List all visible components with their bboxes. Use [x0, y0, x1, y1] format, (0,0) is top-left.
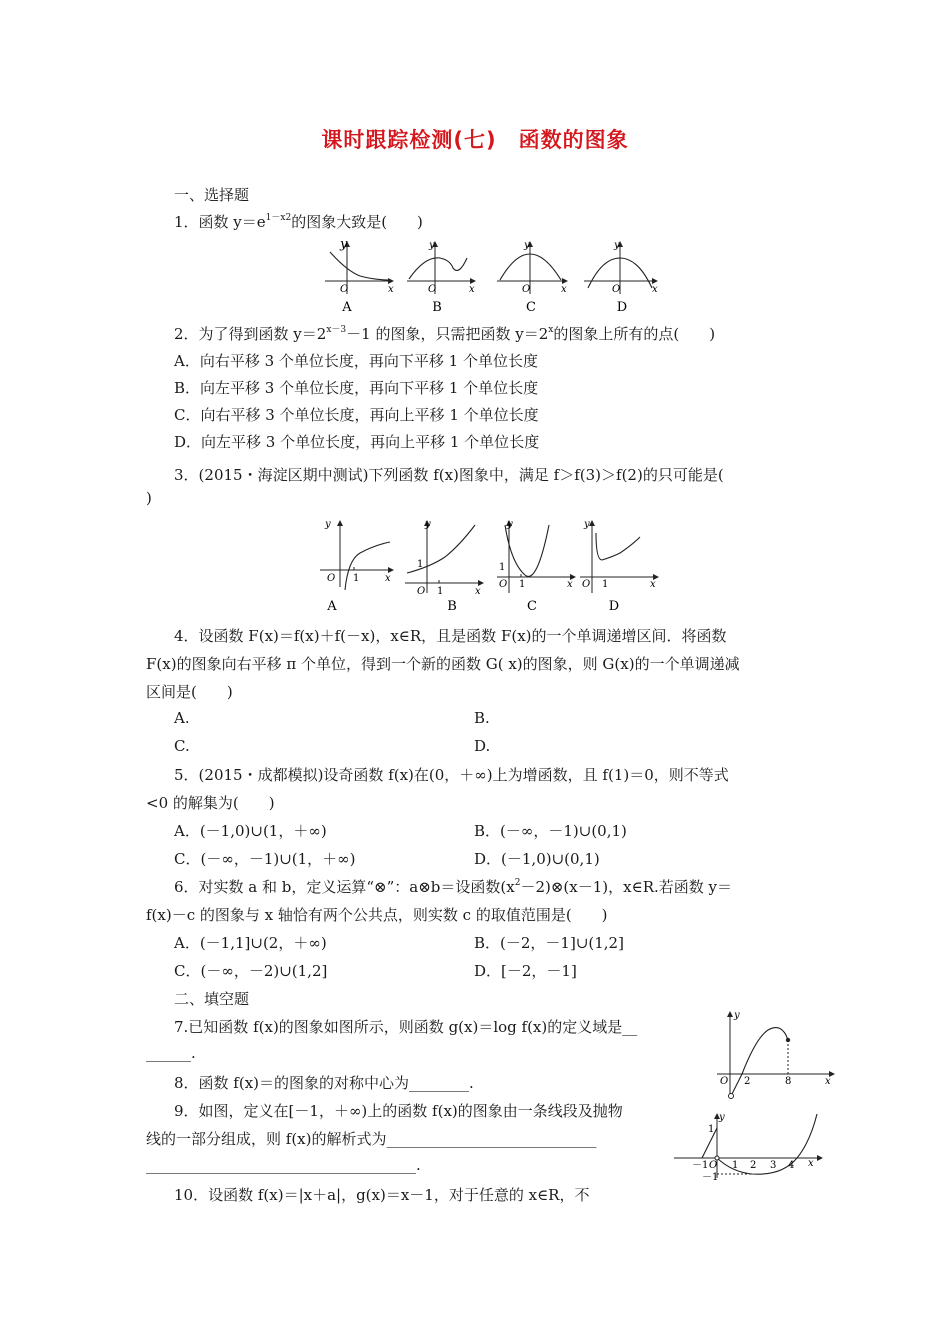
q3-graph-d	[580, 519, 658, 614]
q1-stem-post: 的图象大致是( )	[291, 213, 423, 231]
svg-text:x: x	[388, 284, 394, 295]
q1-label-b: B	[432, 300, 442, 315]
q1-graph-a	[325, 237, 394, 315]
q4-option-c: C.	[174, 737, 190, 755]
svg-text:y: y	[524, 240, 530, 251]
q5-stem-line1: 5．(2015・成都模拟)设奇函数 f(x)在(0，＋∞)上为增函数，且 f(1)＝0，则不等式	[174, 766, 729, 784]
q3-label-c: C	[527, 599, 537, 614]
svg-text:x: x	[652, 284, 658, 295]
q5-stem-line2: <0 的解集为( )	[146, 794, 275, 812]
q2-exponent-2: x	[548, 325, 554, 335]
q6-option-b: B．(－2，－1]∪(1,2]	[474, 934, 624, 952]
svg-text:x: x	[475, 586, 481, 597]
svg-text:1: 1	[602, 579, 609, 590]
svg-text:y: y	[584, 519, 590, 530]
svg-text:y: y	[340, 237, 348, 252]
q1-option-graphs	[320, 236, 665, 318]
q7-stem-line2: ______.	[146, 1044, 196, 1062]
q7-x-label: x	[825, 1076, 831, 1087]
q3-stem-line1: 3．(2015・海淀区期中测试)下列函数 f(x)图象中，满足 f＞f(3)＞f(2)的只可能是(	[174, 466, 724, 484]
q6-stem-line2: f(x)－c 的图象与 x 轴恰有两个公共点，则实数 c 的取值范围是( )	[146, 906, 608, 924]
q9-x-tick-4: 4	[788, 1160, 795, 1171]
svg-text:O: O	[612, 284, 621, 295]
q5-option-c: C．(－∞，－1)∪(1，＋∞)	[174, 850, 356, 868]
svg-text:1: 1	[519, 579, 526, 590]
q5-option-d: D．(－1,0)∪(0,1)	[474, 850, 600, 868]
q1-exponent: 1－x2	[265, 213, 292, 223]
q9-x-tick-2: 2	[750, 1160, 757, 1171]
q6-option-d: D．[－2，－1]	[474, 962, 577, 980]
q7-tick-8: 8	[785, 1076, 792, 1087]
q2-exponent-1: x－3	[326, 325, 347, 335]
section-fill: 二、填空题	[174, 990, 250, 1008]
q9-stem-line1: 9．如图，定义在[－1，＋∞)上的函数 f(x)的图象由一条线段及抛物	[174, 1102, 623, 1120]
question-1	[174, 211, 423, 232]
q9-x-tick-neg1: －1	[692, 1160, 709, 1171]
svg-text:y: y	[425, 519, 431, 530]
q3-option-graphs	[315, 515, 665, 615]
svg-text:x: x	[567, 579, 573, 590]
question-6	[174, 876, 732, 897]
q9-y-tick-neg1: －1	[702, 1172, 719, 1182]
q2-stem-c: 的图象上所有的点( )	[553, 325, 716, 343]
svg-text:y: y	[614, 240, 620, 251]
q4-stem-line2: F(x)的图象向右平移 π 个单位，得到一个新的函数 G( x)的图象，则 G(x)的一个单调递减	[146, 655, 740, 673]
q3-graph-a	[320, 519, 393, 614]
q4-stem-line1: 4．设函数 F(x)＝f(x)＋f(－x)，x∈R，且是函数 F(x)的一个单调递增区间．将函数	[174, 627, 727, 645]
svg-text:1: 1	[499, 562, 506, 573]
q9-x-tick-1: 1	[732, 1160, 739, 1171]
q9-x-tick-3: 3	[770, 1160, 777, 1171]
q9-y-label: y	[719, 1112, 725, 1123]
svg-text:x: x	[561, 284, 567, 295]
q9-origin: O	[709, 1160, 718, 1171]
q1-graph-d	[584, 240, 658, 315]
q2-option-b: B．向左平移 3 个单位长度，再向下平移 1 个单位长度	[174, 379, 539, 397]
q8-stem: 8．函数 f(x)＝的图象的对称中心为________.	[174, 1074, 474, 1092]
q1-label-a: A	[342, 300, 352, 315]
svg-text:O: O	[582, 579, 591, 590]
q4-option-d: D.	[474, 737, 491, 755]
svg-text:O: O	[327, 573, 336, 584]
q3-label-d: D	[608, 599, 620, 614]
q9-x-label: x	[808, 1158, 814, 1169]
q9-y-tick-1: 1	[708, 1124, 715, 1135]
q9-graph	[672, 1110, 832, 1182]
q1-label-c: C	[526, 300, 536, 315]
q4-stem-line3: 区间是( )	[146, 683, 233, 701]
q9-stem-line3: ____________________________________.	[146, 1156, 421, 1174]
q6-stem-pre: 6．对实数 a 和 b，定义运算“⊗”：a⊗b＝设函数(x	[174, 878, 515, 896]
q3-graph-c	[497, 519, 575, 614]
svg-text:O: O	[428, 284, 437, 295]
section-choice: 一、选择题	[174, 186, 250, 204]
svg-text:x: x	[385, 573, 391, 584]
q6-stem-post: －2)⊗(x－1)，x∈R.若函数 y＝	[520, 878, 733, 896]
q7-stem-line1: 7.已知函数 f(x)的图象如图所示，则函数 g(x)＝log f(x)的定义域是__	[174, 1018, 638, 1036]
q7-tick-2: 2	[744, 1076, 751, 1087]
question-2	[174, 323, 715, 344]
q2-option-d: D．向左平移 3 个单位长度，再向上平移 1 个单位长度	[174, 433, 540, 451]
q3-graph-b	[405, 519, 483, 614]
svg-text:1: 1	[353, 573, 360, 584]
q7-origin: O	[720, 1076, 729, 1087]
svg-text:x: x	[650, 579, 656, 590]
q7-y-label: y	[734, 1010, 740, 1021]
q1-graph-b	[407, 240, 475, 315]
svg-text:O: O	[499, 579, 508, 590]
q6-exponent: 2	[514, 878, 521, 888]
q10-stem: 10．设函数 f(x)＝|x＋a|，g(x)＝x－1，对于任意的 x∈R，不	[174, 1186, 590, 1204]
q1-graph-c	[497, 240, 567, 315]
page-title: 课时跟踪检测(七) 函数的图象	[321, 128, 629, 152]
q5-option-b: B．(－∞，－1)∪(0,1)	[474, 822, 627, 840]
q9-stem-line2: 线的一部分组成，则 f(x)的解析式为____________________________	[146, 1130, 597, 1148]
q2-option-a: A．向右平移 3 个单位长度，再向下平移 1 个单位长度	[174, 352, 538, 370]
q4-option-b: B.	[474, 709, 490, 727]
q1-label-d: D	[616, 300, 628, 315]
q6-option-a: A．(－1,1]∪(2，＋∞)	[174, 934, 327, 952]
svg-text:y: y	[325, 519, 331, 530]
q5-option-a: A．(－1,0)∪(1，＋∞)	[174, 822, 327, 840]
svg-text:y: y	[507, 519, 513, 530]
q3-label-b: B	[447, 599, 457, 614]
q3-label-a: A	[327, 599, 337, 614]
q7-graph	[712, 1008, 840, 1104]
q2-stem-b: －1 的图象，只需把函数 y＝2	[346, 325, 549, 343]
svg-text:y: y	[429, 240, 435, 251]
q4-option-a: A.	[174, 709, 190, 727]
svg-text:1: 1	[417, 559, 424, 570]
svg-text:O: O	[522, 284, 531, 295]
svg-text:O: O	[417, 586, 426, 597]
svg-text:1: 1	[437, 586, 444, 597]
q3-stem-line2: )	[146, 489, 152, 507]
q2-option-c: C．向右平移 3 个单位长度，再向上平移 1 个单位长度	[174, 406, 539, 424]
svg-text:x: x	[469, 284, 475, 295]
q6-option-c: C．(－∞，－2)∪(1,2]	[174, 962, 328, 980]
q2-stem-a: 2．为了得到函数 y＝2	[174, 325, 327, 343]
q1-stem-pre: 1．函数 y＝e	[174, 213, 266, 231]
svg-text:O: O	[340, 284, 349, 295]
